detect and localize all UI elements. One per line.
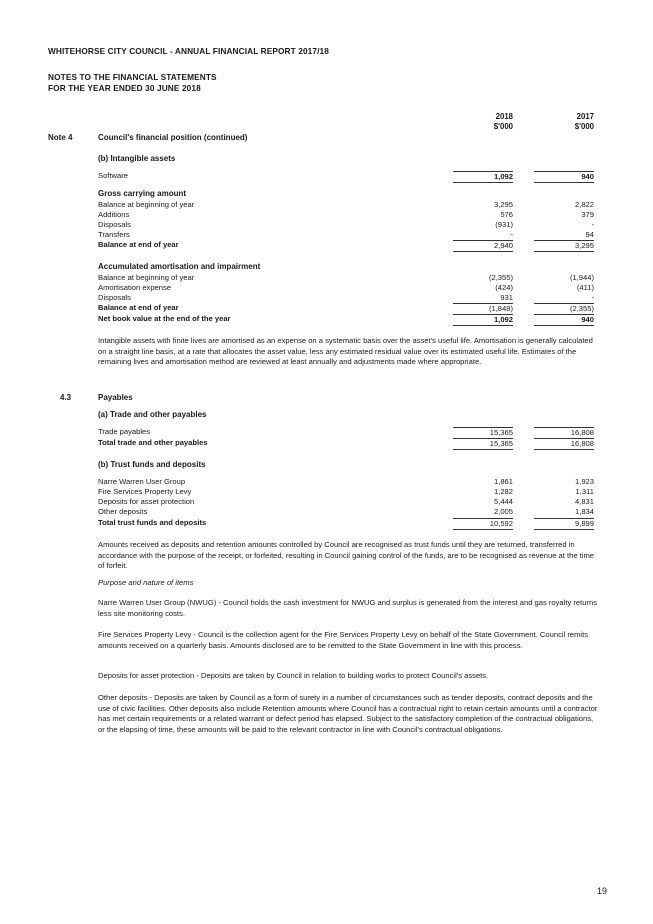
value-2017: 4,831 xyxy=(574,497,594,506)
row-label: Fire Services Property Levy xyxy=(98,487,192,496)
asset-protection-paragraph: Deposits for asset protection - Deposits are taken by Council in relation to building works to protect Council's assets. xyxy=(98,671,489,680)
table-row xyxy=(98,487,594,497)
row-label: Balance at beginning of year xyxy=(98,273,195,282)
row-label: Disposals xyxy=(98,220,131,229)
section-number: 4.3 xyxy=(60,393,72,402)
table-row xyxy=(98,230,594,240)
value-2018: 3,295 xyxy=(493,200,513,209)
value-2018: (931) xyxy=(495,220,513,229)
value-2018: 931 xyxy=(500,293,513,302)
row-label: Balance at end of year xyxy=(98,240,179,249)
trade-payables-title: (a) Trade and other payables xyxy=(98,410,207,419)
value-2018: 1,092 xyxy=(453,171,513,183)
row-label: Transfers xyxy=(98,230,130,239)
table-row xyxy=(98,293,594,303)
value-2018: 1,092 xyxy=(453,314,513,326)
table-row xyxy=(98,200,594,210)
row-label: Additions xyxy=(98,210,130,219)
value-2018: 5,444 xyxy=(493,497,513,506)
row-label: Deposits for asset protection xyxy=(98,497,195,506)
row-label: Other deposits xyxy=(98,507,148,516)
row-label: Total trade and other payables xyxy=(98,438,208,447)
row-label: Software xyxy=(98,171,128,180)
nwug-paragraph: Narre Warren User Group (NWUG) - Council holds the cash investment for NWUG and surplus is generated from the interest and gas royalty returns less site monitoring costs. xyxy=(98,598,597,618)
value-2017: 940 xyxy=(534,171,594,183)
value-2018: 15,365 xyxy=(453,438,513,450)
table-row xyxy=(98,427,594,437)
row-label: Amortisation expense xyxy=(98,283,172,292)
value-2017: 16,808 xyxy=(534,438,594,450)
other-deposits-paragraph: Other deposits - Deposits are taken by Council as a form of surety in a number of circumstances such as tender deposits, contract deposits and the use of civic facilities. Other deposits also include Retention amounts where Council has a contractual right to retain certain amounts until a contractor has met certain requirements or a related warrant or defect period has elapsed. Subject to the satisfactory completion of the contractual obligations, or the elapsing of time, these amounts will be paid to the relevant contractor in line with Council's contractual obligations. xyxy=(98,693,598,734)
trade-total-row xyxy=(98,438,594,448)
row-label: Balance at end of year xyxy=(98,303,179,312)
value-2018: 1,861 xyxy=(493,477,513,486)
col-2017-year: 2017 xyxy=(576,112,594,121)
value-2017: (411) xyxy=(576,283,594,292)
note-number: Note 4 xyxy=(48,133,73,142)
row-label: Disposals xyxy=(98,293,131,302)
col-2018-year: 2018 xyxy=(495,112,513,121)
value-2017: - xyxy=(591,293,594,302)
value-2018: (2,355) xyxy=(488,273,513,282)
fire-services-paragraph: Fire Services Property Levy - Council is the collection agent for the Fire Services Property Levy on behalf of the State Government. Council remits amounts received on a quarterly basis. Amounts disclosed are to be remitted to the State Government in line with this process. xyxy=(98,630,589,650)
amortisation-title: Accumulated amortisation and impairment xyxy=(98,262,261,271)
value-2017: 379 xyxy=(581,210,594,219)
row-label: Net book value at the end of the year xyxy=(98,314,231,323)
page-number: 19 xyxy=(596,886,607,896)
net-book-value-row xyxy=(98,314,594,324)
note-title: Council's financial position (continued) xyxy=(98,133,248,142)
value-2017: 940 xyxy=(534,314,594,326)
table-row xyxy=(98,220,594,230)
value-2017: 1,311 xyxy=(575,487,594,496)
period-title: FOR THE YEAR ENDED 30 JUNE 2018 xyxy=(48,83,201,93)
table-row xyxy=(98,497,594,507)
value-2018: - xyxy=(510,230,513,239)
trust-total-row xyxy=(98,518,594,528)
table-row xyxy=(98,210,594,220)
value-2018: (1,848) xyxy=(453,303,513,314)
intangibles-note-paragraph: Intangible assets with finite lives are amortised as an expense on a systematic basis over the asset's useful life. Amortisation is generally calculated on a straight line basis, at a rate that allocates the asset value, less any estimated residual value over its estimated useful life. Estimates of the remaining lives and amortisation method are reviewed at least annually and adjustments made where appropriate. xyxy=(98,336,593,367)
value-2018: 2,005 xyxy=(493,507,513,516)
value-2018: (424) xyxy=(495,283,513,292)
row-label: Total trust funds and deposits xyxy=(98,518,207,527)
software-row xyxy=(98,171,594,181)
intangible-assets-title: (b) Intangible assets xyxy=(98,154,176,163)
trust-funds-title: (b) Trust funds and deposits xyxy=(98,460,206,469)
value-2018: 15,365 xyxy=(453,427,513,438)
notes-title: NOTES TO THE FINANCIAL STATEMENTS xyxy=(48,72,217,82)
value-2017: (1,944) xyxy=(569,273,594,282)
row-label: Trade payables xyxy=(98,427,151,436)
value-2017: 2,822 xyxy=(574,200,594,209)
deposits-paragraph: Amounts received as deposits and retention amounts controlled by Council are recognised as trust funds until they are returned, transferred in accordance with the purpose of the receipt, or forfeited, resulting in Council gaining control of the funds, are to be recognised as revenue at the time of forfeit. xyxy=(98,540,594,571)
value-2018: 10,592 xyxy=(453,518,513,530)
table-row xyxy=(98,273,594,283)
value-2017: 1,923 xyxy=(574,477,594,486)
value-2017: 1,834 xyxy=(574,507,594,516)
report-title: WHITEHORSE CITY COUNCIL - ANNUAL FINANCIAL REPORT 2017/18 xyxy=(48,46,329,56)
purpose-nature-title: Purpose and nature of items xyxy=(98,578,194,587)
table-row xyxy=(98,283,594,293)
value-2017: 9,899 xyxy=(534,518,594,530)
value-2017: 3,295 xyxy=(534,240,594,252)
value-2017: 94 xyxy=(585,230,594,239)
value-2017: (2,355) xyxy=(534,303,594,314)
gross-total-row xyxy=(98,240,594,250)
col-2018-unit: $'000 xyxy=(493,122,513,131)
col-2017-unit: $'000 xyxy=(574,122,594,131)
table-row xyxy=(98,507,594,517)
row-label: Balance at beginning of year xyxy=(98,200,195,209)
value-2018: 576 xyxy=(500,210,513,219)
value-2017: - xyxy=(591,220,594,229)
value-2018: 2,940 xyxy=(453,240,513,252)
table-row xyxy=(98,477,594,487)
value-2018: 1,282 xyxy=(493,487,513,496)
row-label: Narre Warren User Group xyxy=(98,477,186,486)
gross-carrying-title: Gross carrying amount xyxy=(98,189,187,198)
amort-total-row xyxy=(98,303,594,313)
payables-title: Payables xyxy=(98,393,133,402)
value-2017: 16,808 xyxy=(534,427,594,438)
